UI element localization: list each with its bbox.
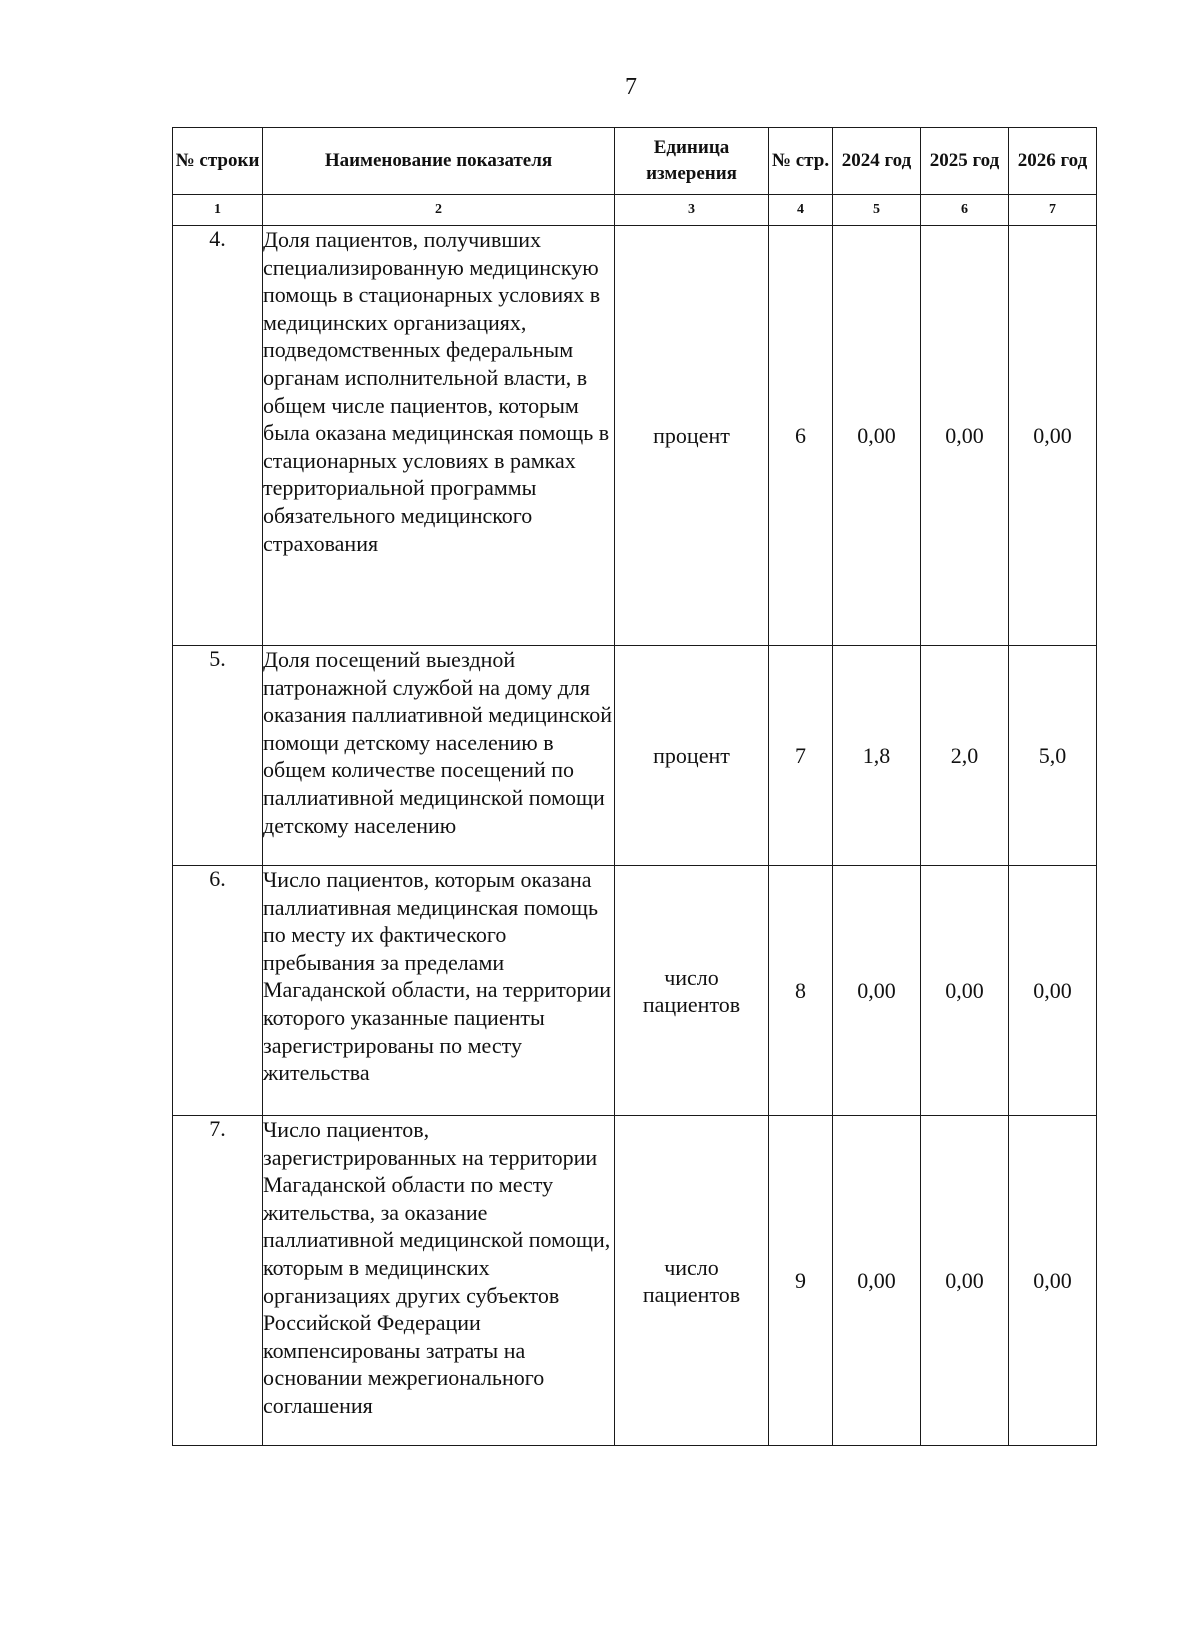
value-2024: 0,00 (833, 1116, 921, 1446)
indicator-name: Доля пациентов, получивших специализированную медицинскую помощь в стационарных условиях в медицинских организациях, подведомственных федеральным органам исполнительной власти, в общем числе пациентов, которым была оказана медицинская помощь в стационарных условиях в рамках территориальной программы обязательного медицинского страхования (263, 226, 615, 646)
table-row (173, 1116, 1097, 1446)
unit-cell: число пациентов (615, 866, 769, 1116)
indicator-name: Число пациентов, которым оказана паллиативная медицинская помощь по месту их фактического пребывания за пределами Магаданской области, на территории которого указанные пациенты зарегистрированы по месту жительства (263, 866, 615, 1116)
value-2025: 2,0 (921, 646, 1009, 866)
row-number: 6. (173, 866, 263, 1116)
header-row-number: № строки (173, 128, 263, 195)
line-number-cell: 6 (769, 226, 833, 646)
table-row (173, 226, 1097, 646)
unit-cell: число пациентов (615, 1116, 769, 1446)
column-number: 2 (263, 195, 615, 226)
value-2024: 1,8 (833, 646, 921, 866)
page-number: 7 (625, 74, 637, 100)
value-2024: 0,00 (833, 226, 921, 646)
header-line-number: № стр. (769, 128, 833, 195)
column-number: 5 (833, 195, 921, 226)
value-2026: 5,0 (1009, 646, 1097, 866)
value-2026: 0,00 (1009, 866, 1097, 1116)
header-year-2024: 2024 год (833, 128, 921, 195)
table-row (173, 866, 1097, 1116)
header-year-2025: 2025 год (921, 128, 1009, 195)
indicator-name: Число пациентов, зарегистрированных на территории Магаданской области по месту жительства, за оказание паллиативной медицинской помощи, которым в медицинских организациях других субъектов Российской Федерации компенсированы затраты на основании межрегионального соглашения (263, 1116, 615, 1446)
value-2026: 0,00 (1009, 1116, 1097, 1446)
header-indicator-name: Наименование показателя (263, 128, 615, 195)
header-row (173, 128, 1097, 195)
value-2026: 0,00 (1009, 226, 1097, 646)
header-year-2026: 2026 год (1009, 128, 1097, 195)
column-numbers-row (173, 195, 1097, 226)
value-2024: 0,00 (833, 866, 921, 1116)
column-number: 7 (1009, 195, 1097, 226)
header-unit: Единица измерения (615, 128, 769, 195)
column-number: 6 (921, 195, 1009, 226)
unit-cell: процент (615, 646, 769, 866)
value-2025: 0,00 (921, 226, 1009, 646)
indicators-table (172, 127, 1097, 1446)
unit-cell: процент (615, 226, 769, 646)
row-number: 5. (173, 646, 263, 866)
row-number: 7. (173, 1116, 263, 1446)
column-number: 3 (615, 195, 769, 226)
value-2025: 0,00 (921, 1116, 1009, 1446)
line-number-cell: 9 (769, 1116, 833, 1446)
indicator-name: Доля посещений выездной патронажной службой на дому для оказания паллиативной медицинской помощи детскому населению в общем количестве посещений по паллиативной медицинской помощи детскому населению (263, 646, 615, 866)
value-2025: 0,00 (921, 866, 1009, 1116)
line-number-cell: 7 (769, 646, 833, 866)
column-number: 1 (173, 195, 263, 226)
row-number: 4. (173, 226, 263, 646)
line-number-cell: 8 (769, 866, 833, 1116)
table-row (173, 646, 1097, 866)
column-number: 4 (769, 195, 833, 226)
